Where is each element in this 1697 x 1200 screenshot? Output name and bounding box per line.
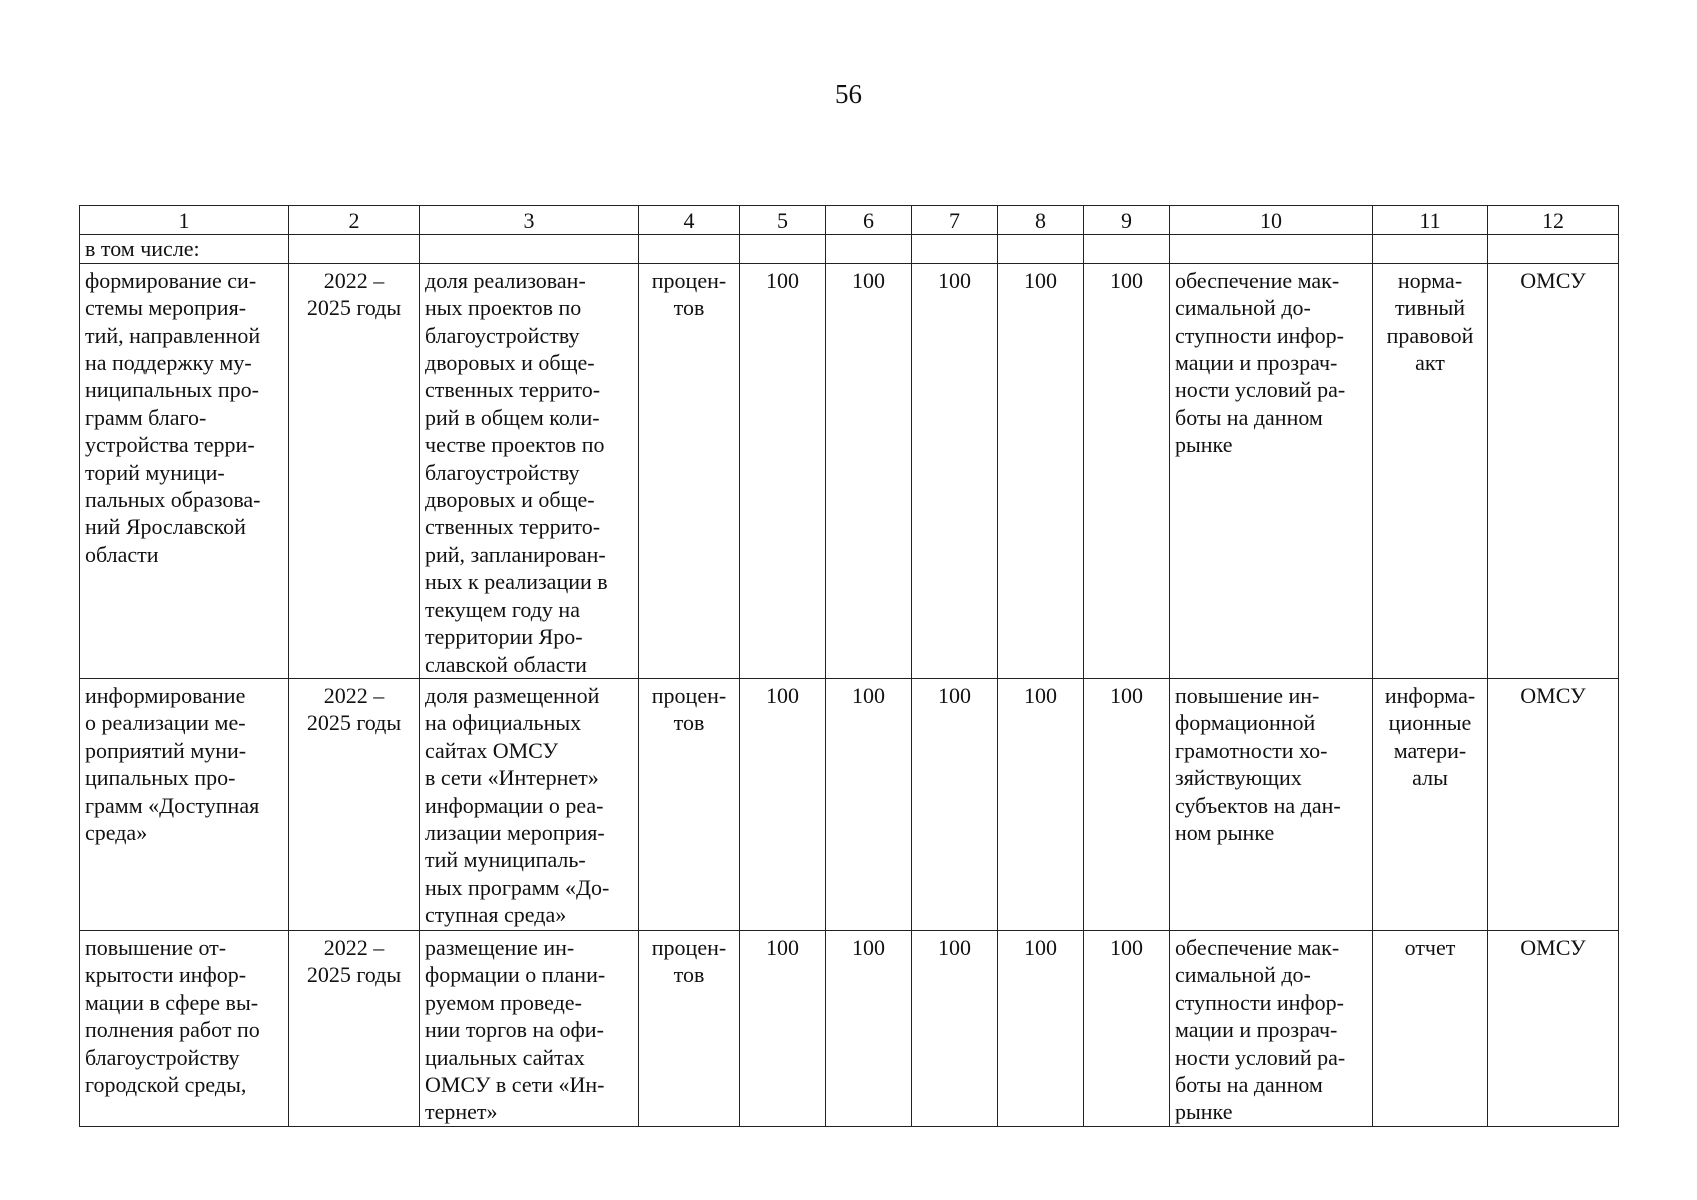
table-row: [80, 263, 1619, 678]
value-cell-9: 100: [1084, 678, 1170, 930]
value-cell-7: 100: [912, 678, 998, 930]
column-number: 9: [1084, 206, 1170, 235]
document-cell: информа- ционные матери- алы: [1373, 678, 1488, 930]
period-cell: 2022 – 2025 годы: [289, 930, 420, 1126]
measure-cell: формирование си- стемы мероприя- тий, направленной на поддержку му- ниципальных про- грамм благо- устройства терри- торий муници- пальных образова- ний Ярославской области: [80, 263, 289, 678]
result-cell: повышение ин- формационной грамотности хо- зяйствующих субъектов на дан- ном рынке: [1170, 678, 1373, 930]
empty-cell: [420, 235, 639, 263]
column-number: 7: [912, 206, 998, 235]
value-cell-8: 100: [998, 263, 1084, 678]
value-cell-7: 100: [912, 930, 998, 1126]
column-number: 4: [639, 206, 740, 235]
value-cell-5: 100: [740, 930, 826, 1126]
document-cell: норма- тивный правовой акт: [1373, 263, 1488, 678]
value-cell-8: 100: [998, 678, 1084, 930]
table-row: [80, 930, 1619, 1126]
column-number: 12: [1488, 206, 1619, 235]
empty-cell: [639, 235, 740, 263]
result-cell: обеспечение мак- симальной до- ступности инфор- мации и прозрач- ности условий ра- боты на данном рынке: [1170, 930, 1373, 1126]
responsible-cell: ОМСУ: [1488, 930, 1619, 1126]
column-number: 6: [826, 206, 912, 235]
column-number-row: [80, 206, 1619, 235]
document-cell: отчет: [1373, 930, 1488, 1126]
empty-cell: [740, 235, 826, 263]
indicator-cell: доля размещенной на официальных сайтах ОМСУ в сети «Интернет» информации о реа- лизации мероприя- тий муниципаль- ных программ «До- ступная среда»: [420, 678, 639, 930]
empty-cell: [1373, 235, 1488, 263]
unit-cell: процен- тов: [639, 678, 740, 930]
empty-cell: [998, 235, 1084, 263]
result-cell: обеспечение мак- симальной до- ступности инфор- мации и прозрач- ности условий ра- боты на данном рынке: [1170, 263, 1373, 678]
indicator-cell: размещение ин- формации о плани- руемом проведе- нии торгов на офи- циальных сайтах ОМСУ в сети «Ин- тернет»: [420, 930, 639, 1126]
responsible-cell: ОМСУ: [1488, 263, 1619, 678]
measure-cell: повышение от- крытости инфор- мации в сфере вы- полнения работ по благоустройству городской среды,: [80, 930, 289, 1126]
empty-cell: [1084, 235, 1170, 263]
value-cell-6: 100: [826, 263, 912, 678]
value-cell-9: 100: [1084, 930, 1170, 1126]
unit-cell: процен- тов: [639, 263, 740, 678]
measure-cell: информирование о реализации ме- роприятий муни- ципальных про- грамм «Доступная среда»: [80, 678, 289, 930]
column-number: 2: [289, 206, 420, 235]
subheader-row: [80, 235, 1619, 263]
period-cell: 2022 – 2025 годы: [289, 678, 420, 930]
unit-cell: процен- тов: [639, 930, 740, 1126]
empty-cell: [826, 235, 912, 263]
column-number: 8: [998, 206, 1084, 235]
responsible-cell: ОМСУ: [1488, 678, 1619, 930]
table-row: [80, 678, 1619, 930]
value-cell-6: 100: [826, 678, 912, 930]
column-number: 1: [80, 206, 289, 235]
column-number: 5: [740, 206, 826, 235]
measures-table: [79, 205, 1619, 1127]
value-cell-9: 100: [1084, 263, 1170, 678]
value-cell-6: 100: [826, 930, 912, 1126]
value-cell-5: 100: [740, 263, 826, 678]
empty-cell: [1488, 235, 1619, 263]
empty-cell: [912, 235, 998, 263]
value-cell-8: 100: [998, 930, 1084, 1126]
value-cell-5: 100: [740, 678, 826, 930]
indicator-cell: доля реализован- ных проектов по благоустройству дворовых и обще- ственных террито- рий в общем коли- честве проектов по благоустройству дворовых и обще- ственных террито- рий, запланирован- ных к реализации в текущем году на территории Яро- славской области: [420, 263, 639, 678]
empty-cell: [1170, 235, 1373, 263]
column-number: 3: [420, 206, 639, 235]
period-cell: 2022 – 2025 годы: [289, 263, 420, 678]
subheader-label: в том числе:: [80, 235, 289, 263]
value-cell-7: 100: [912, 263, 998, 678]
column-number: 11: [1373, 206, 1488, 235]
column-number: 10: [1170, 206, 1373, 235]
page-number: 56: [835, 79, 862, 109]
empty-cell: [289, 235, 420, 263]
